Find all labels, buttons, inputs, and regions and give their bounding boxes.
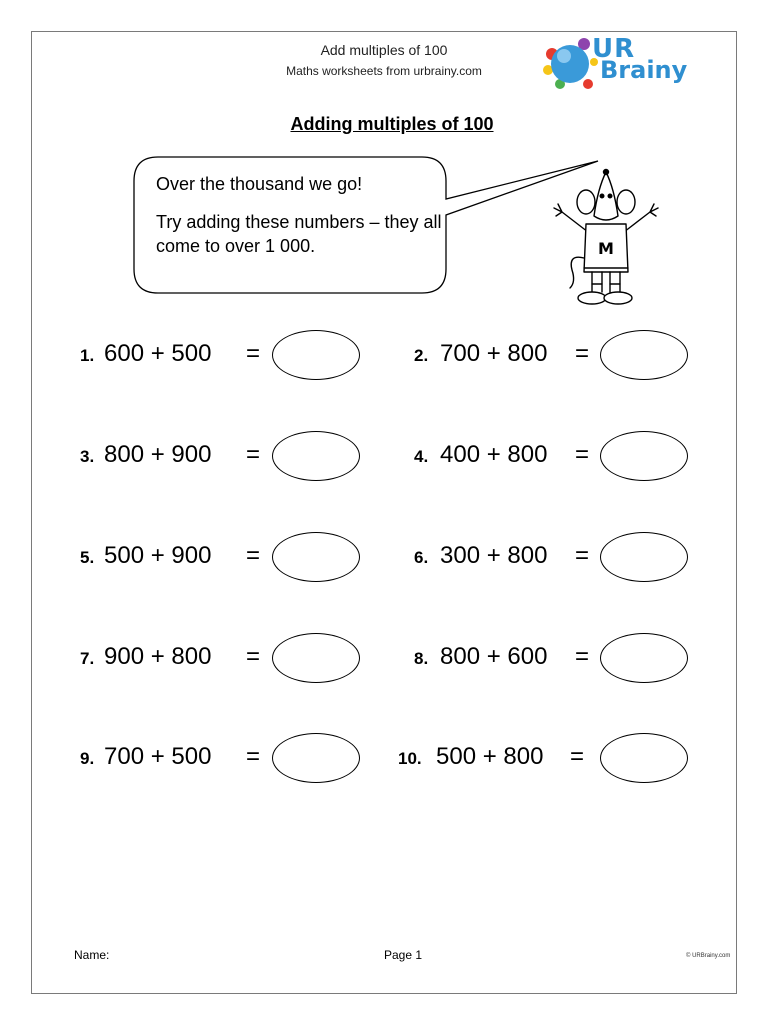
problem-expression: 800 + 600: [440, 643, 548, 670]
equals-sign: =: [246, 340, 261, 367]
problem-expression: 600 + 500: [104, 340, 212, 367]
problem-number: 7.: [80, 649, 95, 668]
logo-text-brainy: Brainy: [600, 56, 688, 84]
logo-text-ur: UR: [592, 34, 636, 64]
answer-oval[interactable]: [600, 532, 688, 582]
problem-expression: 700 + 800: [440, 340, 548, 367]
problem-number: 3.: [80, 447, 95, 466]
equals-sign: =: [246, 643, 261, 670]
problem-number: 6.: [414, 548, 429, 567]
worksheet-title: Adding multiples of 100: [290, 114, 494, 134]
name-label: Name:: [74, 948, 110, 962]
problem-expression: 400 + 800: [440, 441, 548, 468]
problem-expression: 800 + 900: [104, 441, 212, 468]
answer-oval[interactable]: [600, 431, 688, 481]
speech-bubble-line1: Over the thousand we go!: [156, 174, 363, 194]
problem-expression: 500 + 800: [436, 743, 544, 770]
equals-sign: =: [575, 340, 590, 367]
problem-number: 9.: [80, 749, 95, 768]
problem-number: 10.: [398, 749, 422, 768]
answer-oval[interactable]: [272, 633, 360, 683]
answer-oval[interactable]: [272, 532, 360, 582]
equals-sign: =: [570, 743, 585, 770]
problem-expression: 700 + 500: [104, 743, 212, 770]
shirt-letter: M: [598, 239, 614, 258]
answer-oval[interactable]: [600, 633, 688, 683]
problem-expression: 900 + 800: [104, 643, 212, 670]
header-subtitle: Maths worksheets from urbrainy.com: [286, 64, 482, 78]
problem-expression: 300 + 800: [440, 542, 548, 569]
equals-sign: =: [575, 542, 590, 569]
problem-expression: 500 + 900: [104, 542, 212, 569]
equals-sign: =: [246, 743, 261, 770]
answer-oval[interactable]: [272, 330, 360, 380]
equals-sign: =: [575, 441, 590, 468]
equals-sign: =: [246, 542, 261, 569]
problem-number: 4.: [414, 447, 429, 466]
answer-oval[interactable]: [600, 330, 688, 380]
problem-number: 2.: [414, 346, 429, 365]
problem-number: 1.: [80, 346, 95, 365]
answer-oval[interactable]: [272, 733, 360, 783]
speech-bubble-line2: Try adding these numbers – they all come to over 1 000.: [156, 212, 442, 256]
equals-sign: =: [575, 643, 590, 670]
problem-number: 5.: [80, 548, 95, 567]
answer-oval[interactable]: [272, 431, 360, 481]
header-title: Add multiples of 100: [320, 42, 448, 58]
page-label: Page 1: [384, 948, 423, 962]
mouse-illustration: [548, 158, 666, 314]
problem-number: 8.: [414, 649, 429, 668]
copyright-text: © URBrainy.com: [686, 953, 731, 959]
equals-sign: =: [246, 441, 261, 468]
answer-oval[interactable]: [600, 733, 688, 783]
